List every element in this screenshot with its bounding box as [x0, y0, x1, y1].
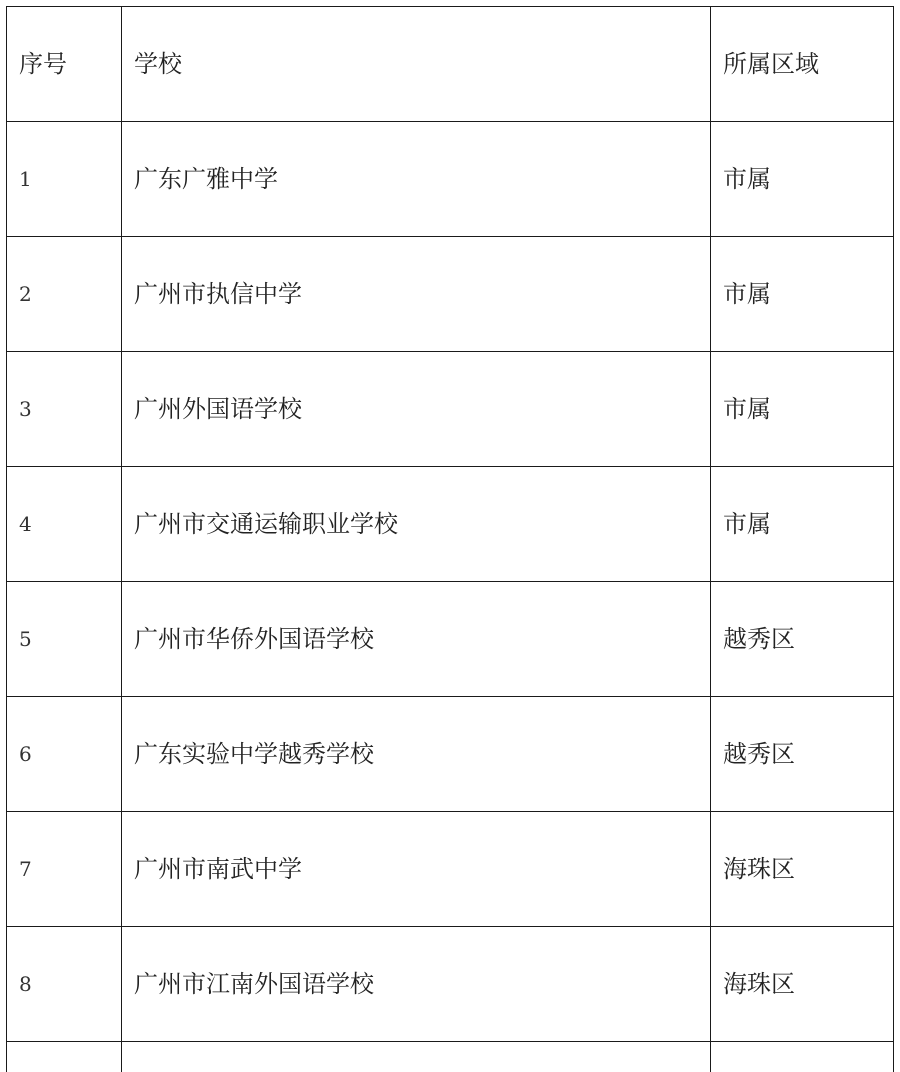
- row-area: 海珠区: [711, 927, 894, 1042]
- table-row: [7, 352, 894, 467]
- row-area: 市属: [711, 467, 894, 582]
- row-school: 广州市交通运输职业学校: [122, 467, 711, 582]
- row-index: 8: [7, 927, 122, 1042]
- row-area: 市属: [711, 352, 894, 467]
- row-index: 5: [7, 582, 122, 697]
- row-school: 广州市执信中学: [122, 237, 711, 352]
- header-school: 学校: [122, 7, 711, 122]
- table-row-partial: [7, 1042, 894, 1072]
- table-row: [7, 237, 894, 352]
- row-area: 越秀区: [711, 697, 894, 812]
- row-index: 3: [7, 352, 122, 467]
- header-index: 序号: [7, 7, 122, 122]
- table-row: [7, 812, 894, 927]
- row-school-partial: [122, 1042, 711, 1072]
- school-table-container: [6, 6, 893, 1072]
- row-area: 越秀区: [711, 582, 894, 697]
- row-index: 4: [7, 467, 122, 582]
- row-school: 广东实验中学越秀学校: [122, 697, 711, 812]
- row-school: 广东广雅中学: [122, 122, 711, 237]
- school-table: [6, 6, 894, 1072]
- row-index-partial: [7, 1042, 122, 1072]
- row-area: 海珠区: [711, 812, 894, 927]
- row-index: 6: [7, 697, 122, 812]
- row-school: 广州市南武中学: [122, 812, 711, 927]
- row-area: 市属: [711, 237, 894, 352]
- row-index: 7: [7, 812, 122, 927]
- row-area: 市属: [711, 122, 894, 237]
- table-row: [7, 697, 894, 812]
- table-row: [7, 582, 894, 697]
- table-row: [7, 467, 894, 582]
- row-area-partial: [711, 1042, 894, 1072]
- row-index: 2: [7, 237, 122, 352]
- header-area: 所属区域: [711, 7, 894, 122]
- row-school: 广州市江南外国语学校: [122, 927, 711, 1042]
- table-header-row: [7, 7, 894, 122]
- table-row: [7, 122, 894, 237]
- row-school: 广州外国语学校: [122, 352, 711, 467]
- row-school: 广州市华侨外国语学校: [122, 582, 711, 697]
- row-index: 1: [7, 122, 122, 237]
- table-row: [7, 927, 894, 1042]
